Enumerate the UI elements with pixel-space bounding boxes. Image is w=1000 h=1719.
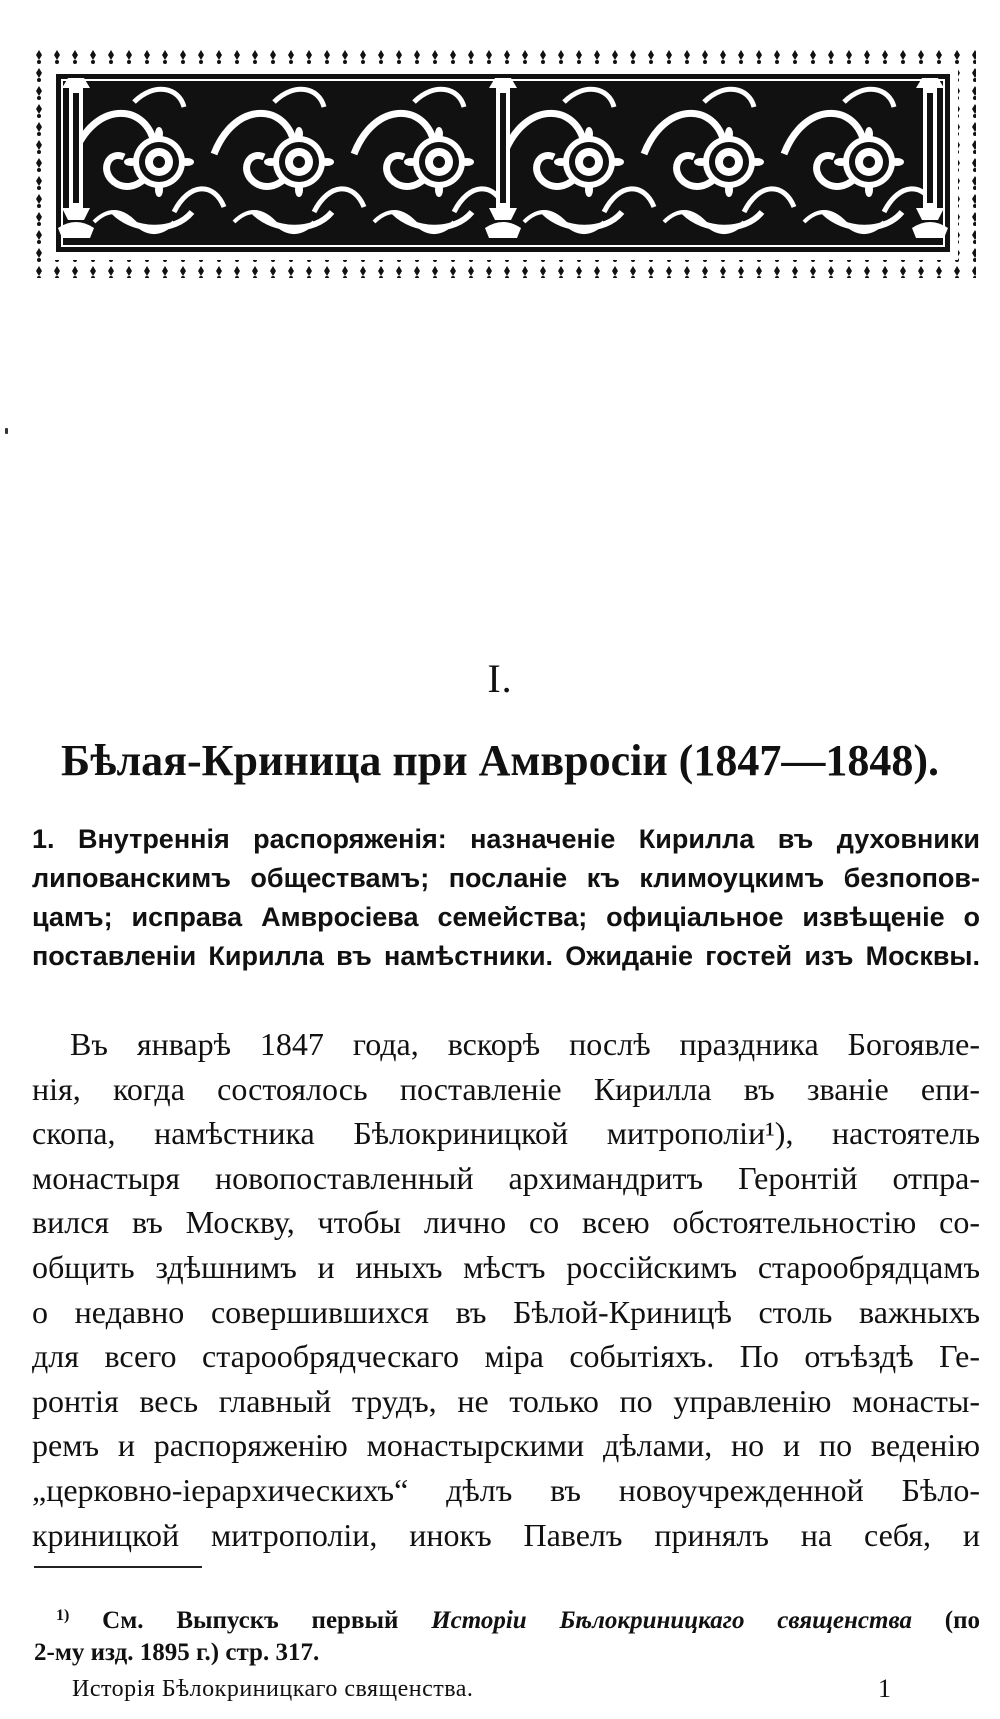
body-line: вился въ Москву, чтобы лично со всею обстоятельностію со-	[32, 1204, 980, 1241]
body-line: ронтія весь главный трудъ, не только по управленію монасты-	[32, 1382, 980, 1419]
footnote-line	[34, 1597, 980, 1634]
body-line: Въ январѣ 1847 года, вскорѣ послѣ праздника Богоявле-	[70, 1026, 980, 1062]
body-line: для всего старообрядческаго міра событіяхъ. По отъѣздѣ Ге-	[32, 1338, 980, 1375]
summary-line: 1. Внутреннія распоряженія: назначеніе Кирилла въ духовники	[32, 824, 980, 854]
chapter-number: I.	[487, 656, 513, 701]
footnote-line: 2-му изд. 1895 г.) стр. 317.	[34, 1639, 320, 1666]
footnote-divider	[34, 1566, 202, 1568]
body-line: о недавно совершившихся въ Бѣлой-Криницѣ столь важныхъ	[32, 1293, 980, 1330]
running-footer-title: Исторія Бѣлокриницкаго священства.	[72, 1676, 474, 1702]
summary-line: поставленіи Кирилла въ намѣстники. Ожиданіе гостей изъ Москвы.	[32, 941, 980, 971]
footnote-cited-title: Исторіи Бѣлокриницкаго священства	[431, 1607, 912, 1634]
footnote-suffix: (по	[944, 1607, 981, 1634]
footnote	[34, 1597, 980, 1671]
body-line: общить здѣшнимъ и иныхъ мѣстъ россійскимъ старообрядцамъ	[32, 1248, 980, 1285]
footnote-prefix: См. Выпускъ первый	[102, 1607, 399, 1634]
body-line: ремъ и распоряженію монастырскими дѣлами, но и по веденію	[32, 1427, 980, 1464]
stray-ink-mark	[5, 428, 8, 434]
body-line: „церковно-іерархическихъ“ дѣлъ въ новоучрежденной Бѣло-	[32, 1471, 980, 1508]
body-line: монастыря новопоставленный архимандритъ Геронтій отпра-	[32, 1159, 980, 1196]
footnote-marker: 1)	[56, 1607, 70, 1624]
summary-line: липованскимъ обществамъ; посланіе къ климоуцкимъ безпопов-	[32, 863, 980, 893]
body-line: скопа, намѣстника Бѣлокриницкой митрополіи¹), настоятель	[32, 1115, 980, 1152]
chapter-summary	[32, 820, 980, 976]
body-line: криницкой митрополіи, инокъ Павелъ принялъ на себя, и	[32, 1516, 980, 1553]
chapter-title: Бѣлая-Криница при Амвросіи (1847—1848).	[61, 736, 939, 785]
summary-line: цамъ; исправа Амвросіева семейства; офиціальное извѣщеніе о	[32, 902, 980, 932]
body-line: нія, когда состоялось поставленіе Кирилла въ званіе епи-	[32, 1070, 980, 1107]
page-number: 1	[878, 1674, 891, 1703]
floral-rosette-border-icon	[30, 48, 976, 278]
body-paragraph	[32, 1022, 980, 1557]
